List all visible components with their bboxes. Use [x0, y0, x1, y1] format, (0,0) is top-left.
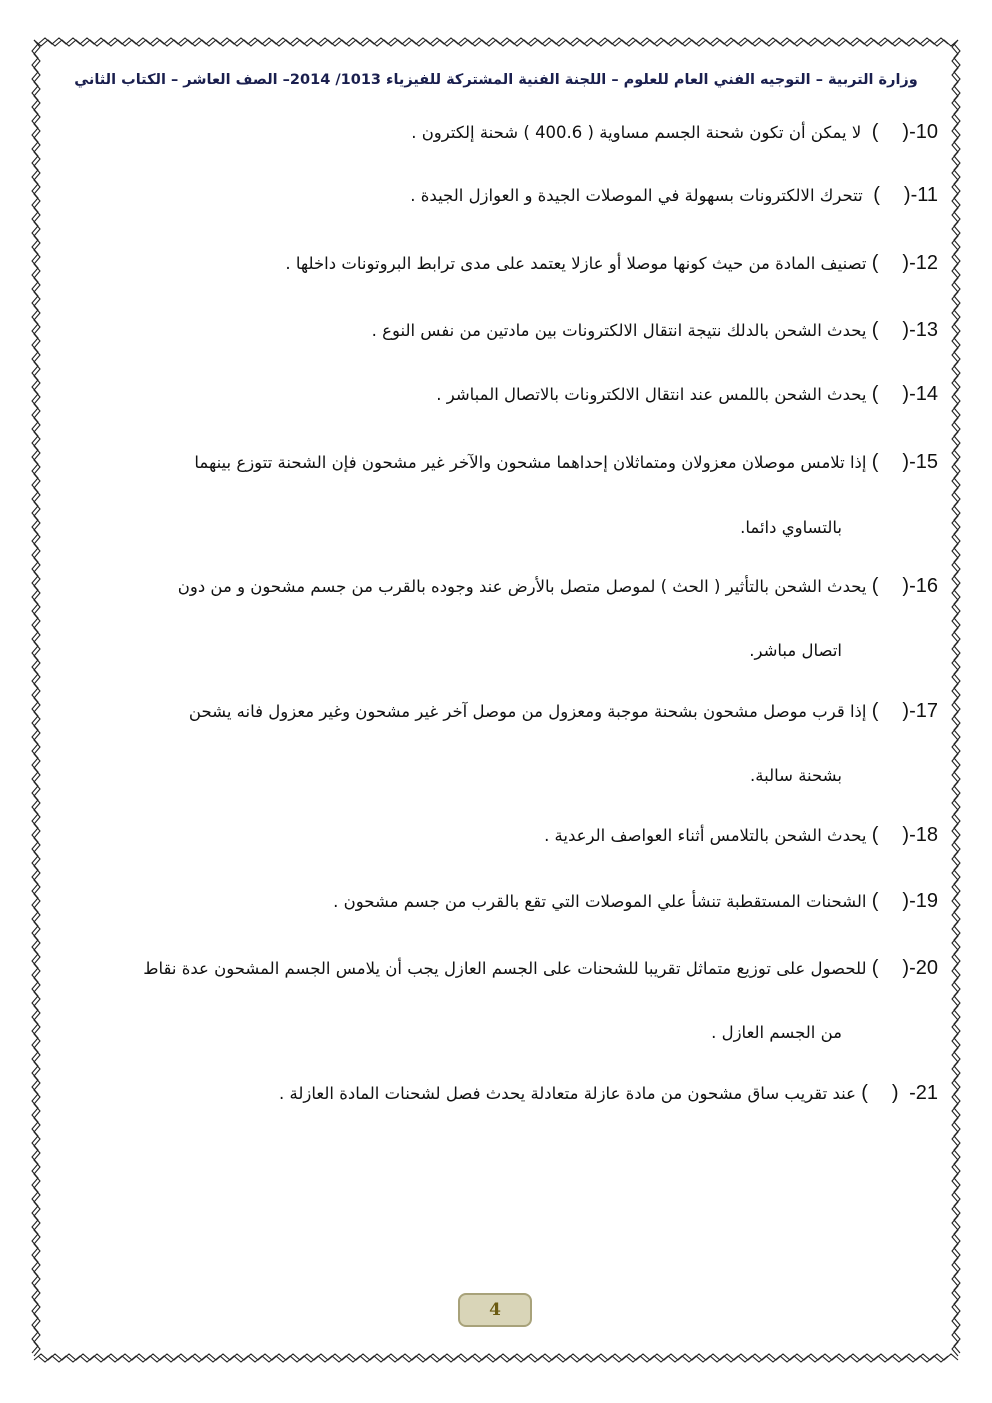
- answer-open-paren: (: [902, 252, 910, 274]
- question-number: 13: [915, 319, 938, 341]
- question-text: تتحرك الالكترونات بسهولة في الموصلات الجيدة و العوازل الجيدة .: [410, 186, 863, 205]
- question-12: 12-() تصنيف المادة من حيث كونها موصلا أو عازلا يعتمد على مدى ترابط البروتونات داخلها .: [285, 252, 938, 274]
- answer-close-paren: ): [871, 957, 879, 979]
- question-number: 14: [915, 383, 938, 405]
- answer-open-paren: (: [903, 184, 911, 206]
- answer-open-paren: (: [902, 575, 910, 597]
- question-text: يحدث الشحن بالدلك نتيجة انتقال الالكترونات بين مادتين من نفس النوع .: [371, 321, 867, 340]
- question-number: 21: [915, 1082, 938, 1104]
- question-text: الشحنات المستقطبة تنشأ علي الموصلات التي تقع بالقرب من جسم مشحون .: [333, 892, 867, 911]
- question-21: 21- () عند تقريب ساق مشحون من مادة عازلة متعادلة يحدث فصل لشحنات المادة العازلة .: [279, 1082, 938, 1104]
- question-number: 12: [915, 252, 938, 274]
- question-number: 11: [917, 184, 938, 206]
- answer-close-paren: ): [871, 252, 879, 274]
- answer-close-paren: ): [871, 890, 879, 912]
- page-number-badge: 4: [458, 1293, 532, 1327]
- question-text: لا يمكن أن تكون شحنة الجسم مساوية ( 400.6 ) شحنة إلكترون .: [411, 123, 862, 142]
- question-20-continuation: من الجسم العازل .: [711, 1023, 842, 1042]
- answer-close-paren: ): [871, 824, 879, 846]
- answer-open-paren: (: [902, 700, 910, 722]
- answer-close-paren: ): [871, 319, 879, 341]
- question-16-continuation: اتصال مباشر.: [749, 641, 842, 660]
- question-19: 19-() الشحنات المستقطبة تنشأ علي الموصلات التي تقع بالقرب من جسم مشحون .: [333, 890, 938, 912]
- question-text: يحدث الشحن بالتلامس أثناء العواصف الرعدية .: [544, 826, 867, 845]
- answer-close-paren: ): [871, 121, 879, 143]
- question-number: 17: [915, 700, 938, 722]
- question-text: يحدث الشحن باللمس عند انتقال الالكترونات بالاتصال المباشر .: [436, 385, 867, 404]
- question-number: 15: [915, 451, 938, 473]
- question-number: 10: [915, 121, 938, 143]
- question-number: 18: [915, 824, 938, 846]
- answer-open-paren: (: [902, 451, 910, 473]
- answer-close-paren: ): [873, 184, 880, 206]
- answer-open-paren: (: [902, 824, 910, 846]
- question-17-continuation: بشحنة سالبة.: [750, 766, 842, 785]
- question-number: 20: [915, 957, 938, 979]
- page-header: وزارة التربية – التوجيه الفني العام للعلوم – اللجنة الفنية المشتركة للفيزياء 1013/ 2014– الصف العاشر – الكتاب الثاني: [74, 72, 918, 88]
- answer-open-paren: (: [902, 383, 910, 405]
- question-13: 13-() يحدث الشحن بالدلك نتيجة انتقال الالكترونات بين مادتين من نفس النوع .: [371, 319, 938, 341]
- answer-open-paren: (: [902, 957, 910, 979]
- question-number: 16: [915, 575, 938, 597]
- answer-close-paren: ): [871, 383, 879, 405]
- question-18: 18-() يحدث الشحن بالتلامس أثناء العواصف الرعدية .: [544, 824, 938, 846]
- question-11: 11-() تتحرك الالكترونات بسهولة في الموصلات الجيدة و العوازل الجيدة .: [410, 184, 938, 206]
- question-20: 20-() للحصول على توزيع متماثل تقريبا للشحنات على الجسم العازل يجب أن يلامس الجسم المشحون عدة نقاط: [143, 957, 938, 979]
- question-15: 15-() إذا تلامس موصلان معزولان ومتماثلان إحداهما مشحون والآخر غير مشحون فإن الشحنة تتوزع بينهما: [194, 451, 938, 473]
- answer-open-paren: (: [891, 1082, 899, 1104]
- answer-open-paren: (: [902, 121, 910, 143]
- answer-open-paren: (: [902, 319, 910, 341]
- answer-close-paren: ): [871, 451, 879, 473]
- question-text: إذا تلامس موصلان معزولان ومتماثلان إحداهما مشحون والآخر غير مشحون فإن الشحنة تتوزع بينهما: [194, 453, 867, 472]
- answer-close-paren: ): [871, 575, 879, 597]
- question-17: 17-() إذا قرب موصل مشحون بشحنة موجبة ومعزول من موصل آخر غير مشحون وغير معزول فانه يشحن: [188, 700, 938, 722]
- answer-close-paren: ): [871, 700, 879, 722]
- question-text: عند تقريب ساق مشحون من مادة عازلة متعادلة يحدث فصل لشحنات المادة العازلة .: [279, 1084, 856, 1103]
- question-text: تصنيف المادة من حيث كونها موصلا أو عازلا يعتمد على مدى ترابط البروتونات داخلها .: [285, 254, 867, 273]
- question-text: يحدث الشحن بالتأثير ( الحث ) لموصل متصل بالأرض عند وجوده بالقرب من جسم مشحون و من دون: [177, 577, 867, 596]
- question-16: 16-() يحدث الشحن بالتأثير ( الحث ) لموصل متصل بالأرض عند وجوده بالقرب من جسم مشحون و من دون: [177, 575, 938, 597]
- answer-open-paren: (: [902, 890, 910, 912]
- question-14: 14-() يحدث الشحن باللمس عند انتقال الالكترونات بالاتصال المباشر .: [436, 383, 938, 405]
- question-text: للحصول على توزيع متماثل تقريبا للشحنات على الجسم العازل يجب أن يلامس الجسم المشحون عدة نقاط: [143, 959, 867, 978]
- question-number: 19: [915, 890, 938, 912]
- question-10: 10-() لا يمكن أن تكون شحنة الجسم مساوية ( 400.6 ) شحنة إلكترون .: [411, 121, 938, 143]
- question-text: إذا قرب موصل مشحون بشحنة موجبة ومعزول من موصل آخر غير مشحون وغير معزول فانه يشحن: [188, 702, 867, 721]
- question-15-continuation: بالتساوي دائما.: [740, 518, 842, 537]
- answer-close-paren: ): [861, 1082, 868, 1104]
